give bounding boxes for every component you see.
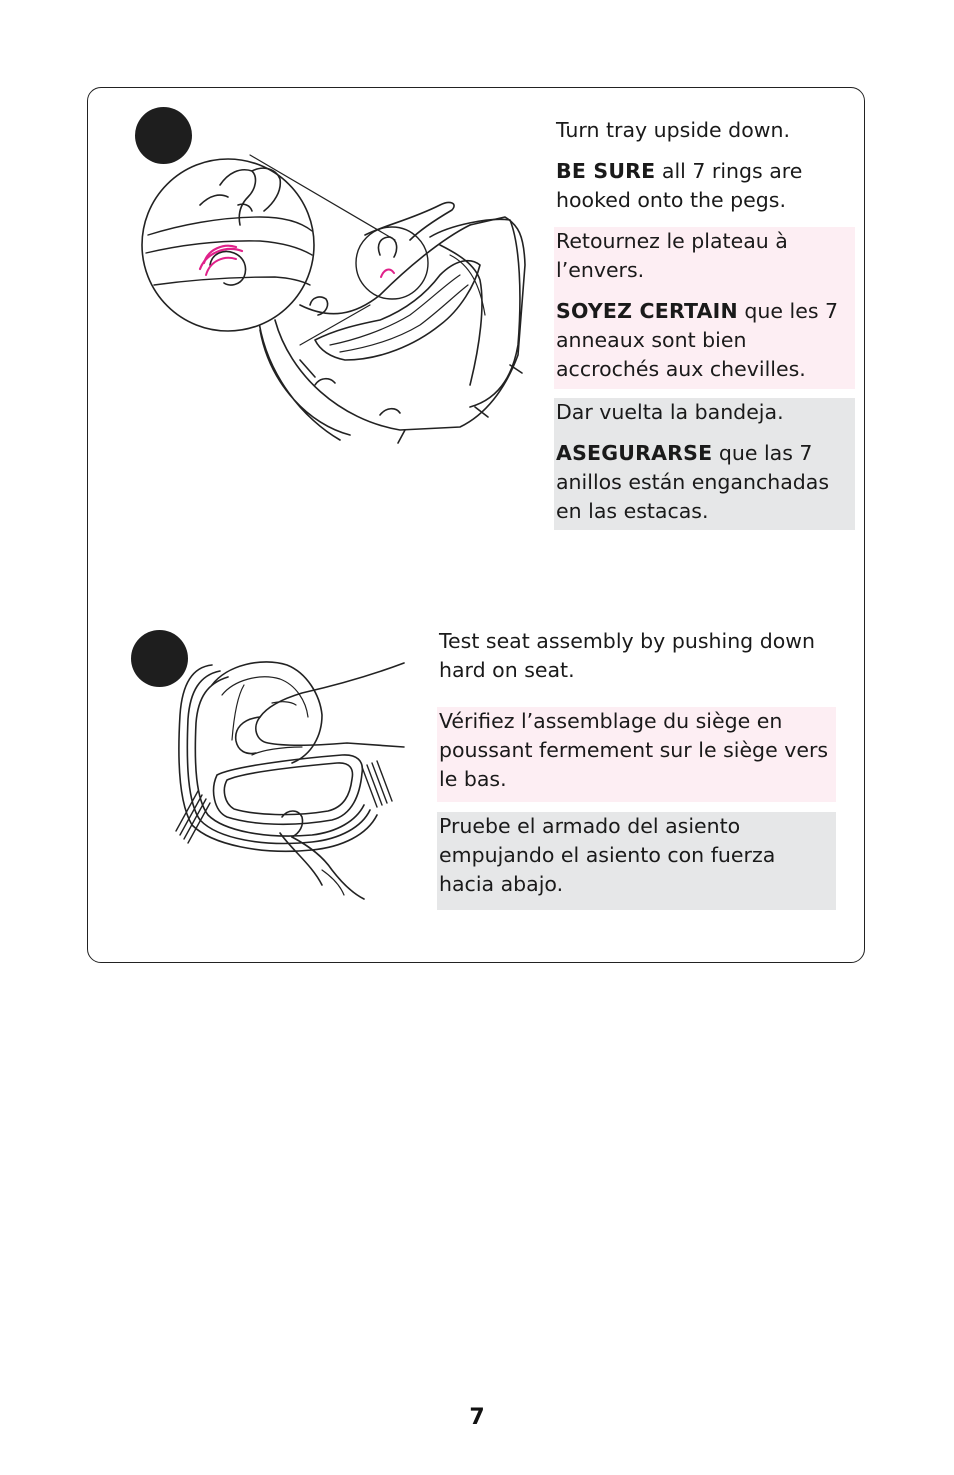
step-2-spanish-line: Pruebe el armado del asiento empujando el asiento con fuerza hacia abajo.	[439, 814, 776, 896]
step-2-english-text	[437, 627, 836, 685]
step-2-spanish-text	[437, 812, 836, 910]
step-1-spanish-warning	[556, 439, 853, 526]
step-1-english-emphasis: BE SURE	[556, 159, 656, 183]
step-1-spanish-line1: Dar vuelta la bandeja.	[556, 400, 784, 424]
tray-upside-down-illustration	[140, 145, 540, 450]
step-1-french-rest: que les 7 anneaux sont bien accrochés aux chevilles.	[556, 299, 839, 381]
push-seat-illustration	[172, 655, 408, 900]
step-1-english-warning	[556, 157, 852, 215]
page-number: 7	[469, 1405, 485, 1430]
step-1-french-line1: Retournez le plateau à l’envers.	[556, 229, 788, 282]
step-2-french-text	[437, 707, 836, 802]
step-2-english-line: Test seat assembly by pushing down hard on seat.	[439, 629, 816, 682]
step-2-french-line: Vérifiez l’assemblage du siège en poussant fermement sur le siège vers le bas.	[439, 709, 829, 791]
step-1-french-text	[554, 227, 855, 389]
step-1-french-emphasis: SOYEZ CERTAIN	[556, 299, 738, 323]
step-1-english-text	[554, 116, 854, 215]
step-1-spanish-emphasis: ASEGURARSE	[556, 441, 713, 465]
step-1-english-rest: all 7 rings are hooked onto the pegs.	[556, 159, 803, 212]
step-1-english-line1: Turn tray upside down.	[556, 118, 791, 142]
step-1-spanish-text	[554, 398, 855, 530]
step-1-french-warning	[556, 297, 853, 384]
step-1-spanish-rest: que las 7 anillos están enganchadas en las estacas.	[556, 441, 830, 523]
